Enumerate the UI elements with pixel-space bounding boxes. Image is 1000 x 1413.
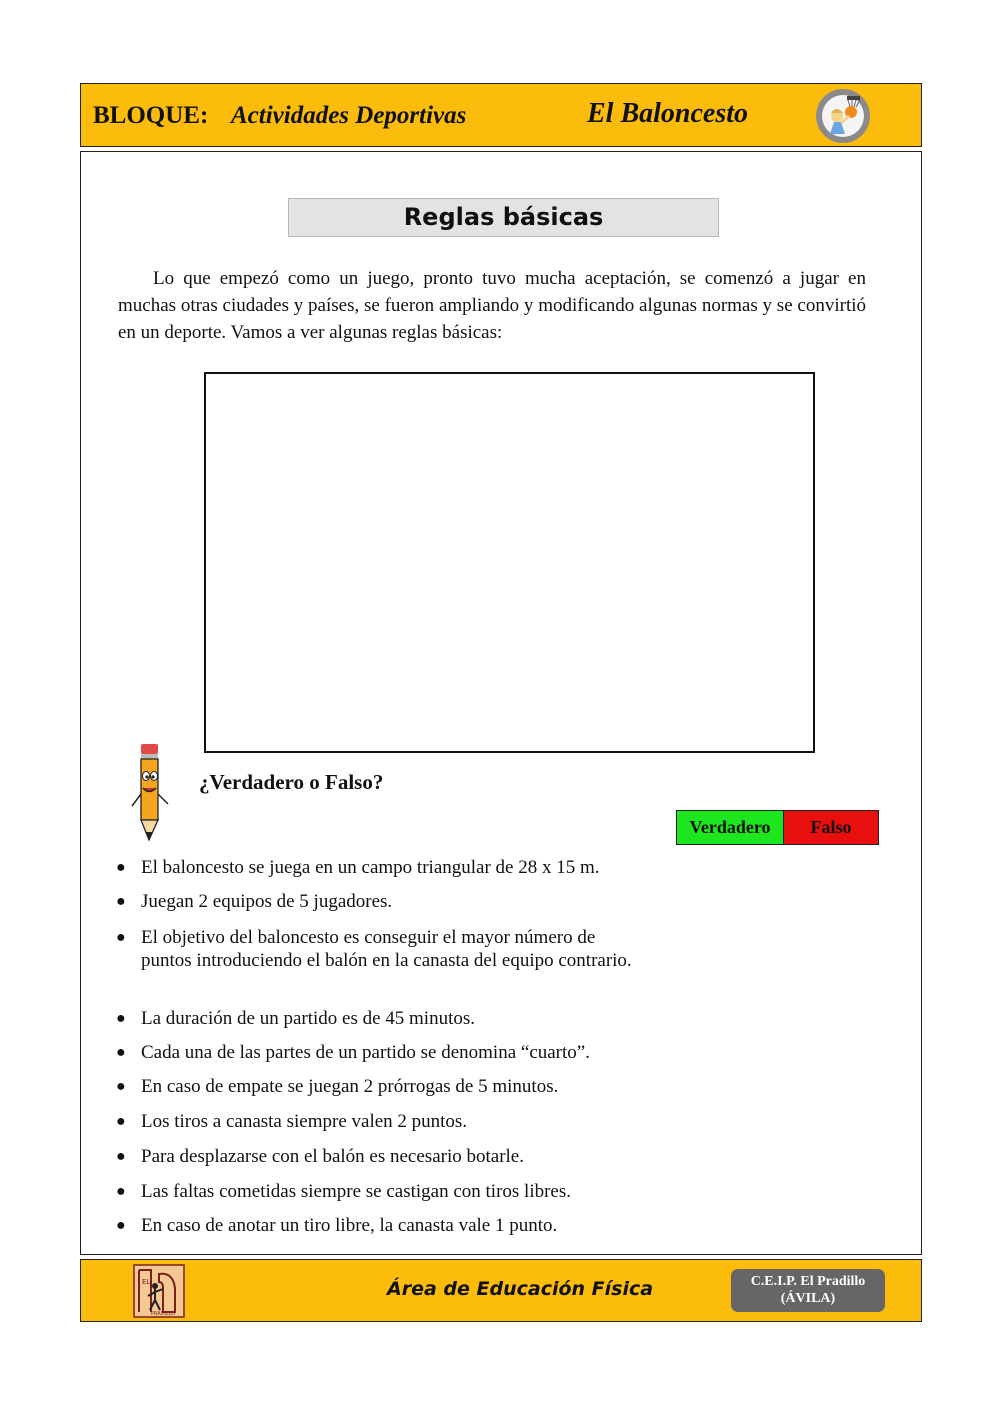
intro-paragraph: Lo que empezó como un juego, pronto tuvo mucha aceptación, se comenzó a jugar en muchas otras ciudades y países, se fueron ampliando y modificando algunas normas y se convirtió en un deporte. Vamos a ver algunas reglas básicas: (118, 268, 866, 343)
footer-band (80, 1259, 922, 1322)
statement-text: Las faltas cometidas siempre se castigan con tiros libres. (141, 1181, 572, 1202)
list-item (116, 926, 636, 972)
statement-text: Los tiros a canasta siempre valen 2 puntos. (141, 1111, 468, 1132)
list-item (116, 1145, 636, 1168)
statement-text: Cada una de las partes de un partido se denomina “cuarto”. (141, 1042, 590, 1063)
statement-text: El baloncesto se juega en un campo triangular de 28 x 15 m. (141, 857, 600, 878)
page-title: El Baloncesto (587, 98, 749, 129)
school-location: (ÁVILA) (780, 1291, 836, 1306)
statement-text: Para desplazarse con el balón es necesario botarle. (141, 1146, 524, 1167)
bullet-icon: ● (116, 1078, 126, 1095)
school-name: C.E.I.P. El Pradillo (750, 1274, 866, 1289)
statement-text: El objetivo del baloncesto es conseguir el mayor número de puntos introduciendo el balón en la canasta del equipo contrario. (141, 927, 632, 971)
section-title-box (288, 198, 719, 237)
list-item (116, 890, 636, 913)
header-band (80, 83, 922, 147)
statement-text: La duración de un partido es de 45 minutos. (141, 1008, 476, 1029)
bullet-icon: ● (116, 1217, 126, 1234)
list-item (116, 1110, 636, 1133)
list-item (116, 1075, 636, 1098)
block-name: Actividades Deportivas (231, 102, 467, 129)
true-button[interactable]: Verdadero (676, 810, 784, 845)
false-button[interactable]: Falso (783, 810, 879, 845)
bullet-icon: ● (116, 1183, 126, 1200)
image-placeholder (204, 372, 815, 753)
footer-area-label: Área de Educación Física (387, 1278, 654, 1300)
bullet-icon: ● (116, 929, 126, 946)
list-item (116, 856, 636, 879)
bullet-icon: ● (116, 859, 126, 876)
section-title: Reglas básicas (403, 203, 604, 231)
list-item (116, 1041, 636, 1064)
statement-text: En caso de empate se juegan 2 prórrogas de 5 minutos. (141, 1076, 559, 1097)
svg-text:PRADILLO: PRADILLO (151, 1311, 176, 1317)
block-label: BLOQUE: (93, 102, 209, 129)
quiz-heading: ¿Verdadero o Falso? (199, 770, 384, 794)
bullet-icon: ● (116, 1044, 126, 1061)
bullet-icon: ● (116, 1113, 126, 1130)
school-logo-icon (133, 1264, 185, 1318)
bullet-icon: ● (116, 1148, 126, 1165)
svg-text:EL: EL (142, 1278, 151, 1286)
list-item (116, 1214, 636, 1237)
statement-text: En caso de anotar un tiro libre, la canasta vale 1 punto. (141, 1215, 558, 1236)
bullet-icon: ● (116, 1010, 126, 1027)
pencil-icon (128, 742, 172, 844)
list-item (116, 1180, 636, 1203)
basketball-kid-icon (814, 87, 872, 145)
school-badge (731, 1269, 885, 1312)
statement-text: Juegan 2 equipos de 5 jugadores. (141, 891, 393, 912)
list-item (116, 1007, 636, 1030)
bullet-icon: ● (116, 893, 126, 910)
